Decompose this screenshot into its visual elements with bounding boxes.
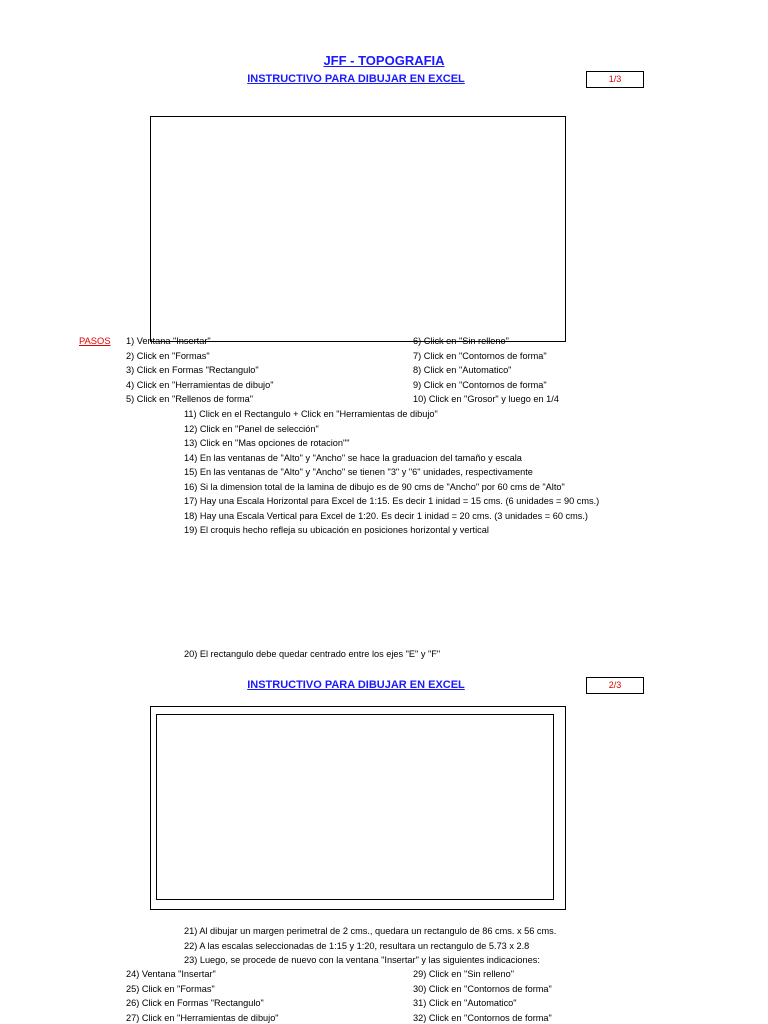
step-item: 4) Click en "Herramientas de dibujo" (126, 379, 274, 390)
step-item: 14) En las ventanas de "Alto" y "Ancho" se hace la graduacion del tamaño y escala (184, 452, 522, 463)
step-item: 30) Click en "Contornos de forma" (413, 983, 552, 994)
step-item: 27) Click en "Herramientas de dibujo" (126, 1012, 279, 1023)
drawing-rectangle-2-inner (156, 714, 554, 900)
step-item: 25) Click en "Formas" (126, 983, 215, 994)
pasos-label: PASOS (79, 335, 111, 346)
step-item: 24) Ventana "Insertar" (126, 969, 216, 979)
document-title: JFF - TOPOGRAFIA (323, 53, 445, 68)
step-item: 6) Click en "Sin relleno" (413, 336, 509, 346)
section-subtitle-1: INSTRUCTIVO PARA DIBUJAR EN EXCEL (247, 73, 465, 85)
step-item: 17) Hay una Escala Horizontal para Excel de 1:15. Es decir 1 inidad = 15 cms. (6 unidades = 90 cms.) (184, 496, 600, 506)
step-item: 18) Hay una Escala Vertical para Excel de 1:20. Es decir 1 inidad = 20 cms. (3 unidades = 60 cms.) (184, 510, 588, 521)
step-item: 2) Click en "Formas" (126, 350, 210, 361)
drawing-rectangle-1 (150, 116, 566, 342)
section-subtitle-2: INSTRUCTIVO PARA DIBUJAR EN EXCEL (247, 679, 465, 691)
step-item: 13) Click en "Mas opciones de rotacion"" (184, 438, 350, 448)
steps-left-column (126, 336, 273, 405)
step-item: 16) Si la dimension total de la lamina de dibujo es de 90 cms de "Ancho" por 60 cms de "Alto" (184, 481, 565, 492)
step-item: 1) Ventana "Insertar" (126, 336, 211, 346)
steps-b-right-column (413, 969, 552, 1024)
step-item: 29) Click en "Sin relleno" (413, 969, 514, 979)
steps-right-column (413, 336, 559, 405)
step-item: 9) Click en "Contornos de forma" (413, 379, 547, 390)
step-item: 23) Luego, se procede de nuevo con la ventana "Insertar" y las siguientes indicaciones: (184, 955, 540, 965)
step-item: 3) Click en Formas "Rectangulo" (126, 365, 259, 375)
steps-b-left-column (126, 969, 279, 1024)
step-item: 31) Click en "Automatico" (413, 998, 517, 1008)
step-item: 32) Click en "Contornos de forma" (413, 1012, 552, 1023)
step-item: 26) Click en Formas "Rectangulo" (126, 998, 264, 1008)
step-item: 7) Click en "Contornos de forma" (413, 350, 547, 361)
page-indicator-1: 1/3 (586, 71, 644, 88)
step-item: 5) Click en "Rellenos de forma" (126, 394, 254, 404)
step-item: 8) Click en "Automatico" (413, 365, 512, 375)
step-item: 19) El croquis hecho refleja su ubicación en posiciones horizontal y vertical (184, 525, 489, 535)
steps-b-middle-block (184, 926, 556, 966)
step-item: 10) Click en "Grosor" y luego en 1/4 (413, 394, 559, 404)
step-20: 20) El rectangulo debe quedar centrado entre los ejes "E" y "F" (184, 649, 441, 659)
page-indicator-2: 2/3 (586, 677, 644, 694)
steps-middle-block (184, 409, 599, 536)
step-item: 11) Click en el Rectangulo + Click en "Herramientas de dibujo" (184, 409, 438, 419)
step-item: 15) En las ventanas de "Alto" y "Ancho" se tienen "3" y "6" unidades, respectivamente (184, 467, 533, 477)
step-item: 21) Al dibujar un margen perimetral de 2 cms., quedara un rectangulo de 86 cms. x 56 cms. (184, 926, 557, 936)
step-item: 12) Click en "Panel de selección" (184, 423, 319, 434)
step-item: 22) A las escalas seleccionadas de 1:15 y 1:20, resultara un rectangulo de 5.73 x 2.8 (184, 940, 530, 951)
